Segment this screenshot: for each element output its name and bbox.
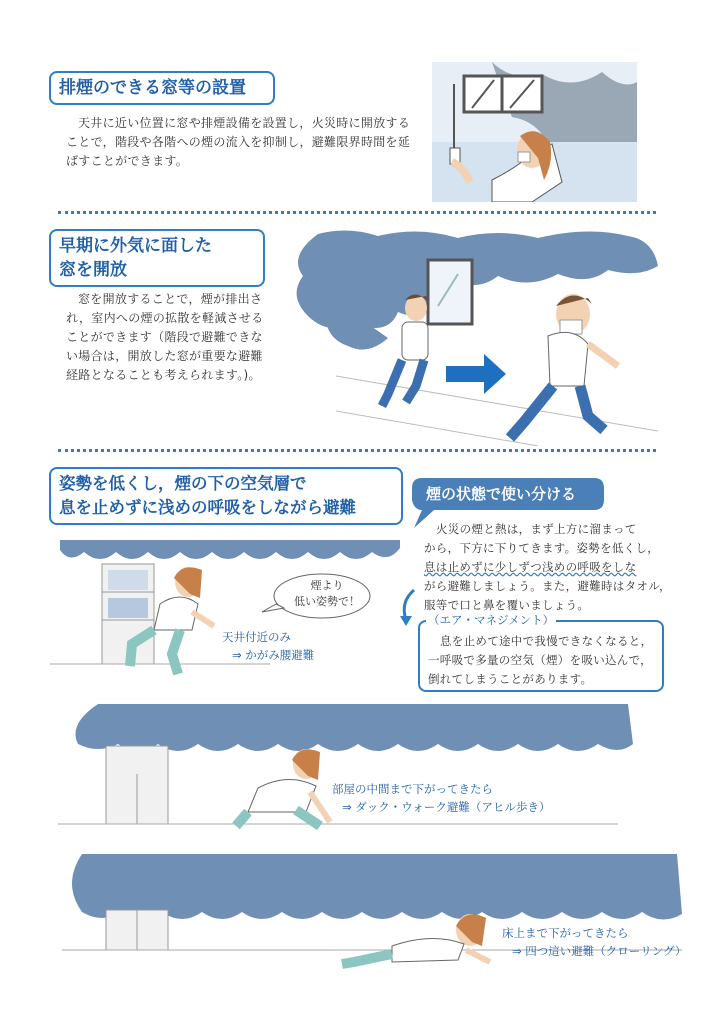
scene3-label-line: ⇒ 四つ這い避難（クローリング） (512, 944, 687, 958)
smoke-tag: 煙の状態で使い分ける (426, 485, 577, 503)
smoke-line: 火災の煙と熱は，まず上方に溜まって (436, 522, 637, 536)
section2-heading-line: 早期に外気に面した (59, 236, 212, 256)
section1-body (66, 114, 426, 171)
air-management-title: （エア・マネジメント） (428, 613, 555, 627)
section3-heading-line: 姿勢を低くし，煙の下の空気層で (59, 474, 307, 493)
section1-line: ばすことができます。 (66, 154, 189, 168)
scene2-label (332, 780, 550, 816)
section1-heading (49, 71, 275, 105)
section3-heading-line: 息を止めずに浅めの呼吸をしながら避難 (59, 498, 356, 517)
section2-line: 窓を開放することで，煙が排出さ (78, 292, 263, 306)
scene2-label-line: 部屋の中間まで下がってきたら (332, 782, 493, 796)
speech-text (282, 578, 372, 610)
section2-line: 経路となることも考えられます。)。 (66, 368, 261, 382)
section1-line: ことで，階段や各階への煙の流入を抑制し，避難限界時間を延 (66, 135, 411, 149)
divider-2 (58, 449, 656, 452)
scene2-label-line: ⇒ ダック・ウォーク避難（アヒル歩き） (342, 800, 551, 814)
section2-body (66, 290, 286, 385)
scene1-label (222, 628, 314, 664)
air-management-text (428, 632, 662, 689)
divider-1 (58, 211, 656, 214)
section1-heading-text: 排煙のできる窓等の設置 (59, 78, 246, 98)
section1-line: 天井に近い位置に窓や排煙設備を設置し，火災時に開放する (78, 116, 411, 130)
section2-line: ことができます（階段で避難できな (66, 330, 263, 344)
open-window-illustration (288, 226, 668, 446)
speech-line: 低い姿勢で！ (294, 595, 360, 608)
section3-heading (49, 467, 403, 525)
air-line: 一呼吸で多量の空気（煙）を吸い込んで， (428, 653, 652, 667)
section2-line: れ，室内への煙の拡散を軽減させる (66, 311, 264, 325)
scene3-label-line: 床上まで下がってきたら (502, 926, 629, 940)
smoke-text (424, 520, 674, 615)
scene1-label-line: ⇒ かがみ腰避難 (232, 648, 315, 662)
smoke-line: がら避難しましょう。また，避難時はタオル， (424, 579, 671, 593)
scene1-label-line: 天井付近のみ (222, 630, 291, 644)
section2-heading (49, 229, 265, 287)
smoke-line: 息は止めずに少しずつ浅めの呼吸をしな (424, 560, 637, 574)
crawl-scene-illustration (62, 854, 687, 984)
speech-line: 煙より (310, 579, 344, 592)
smoke-line: 服等で口と鼻を覆いましょう。 (424, 598, 590, 612)
air-line: 倒れてしまうことがあります。 (428, 672, 593, 686)
section2-heading-line: 窓を開放 (59, 260, 127, 280)
window-smoke-illustration (432, 62, 637, 202)
section2-line: い場合は，開放した窓が重要な避難 (66, 349, 263, 363)
air-line: 息を止めて途中で我慢できなくなると， (440, 634, 653, 648)
smoke-line: から，下方に下りてきます。姿勢を低くし， (424, 541, 660, 555)
scene3-label (502, 924, 686, 960)
